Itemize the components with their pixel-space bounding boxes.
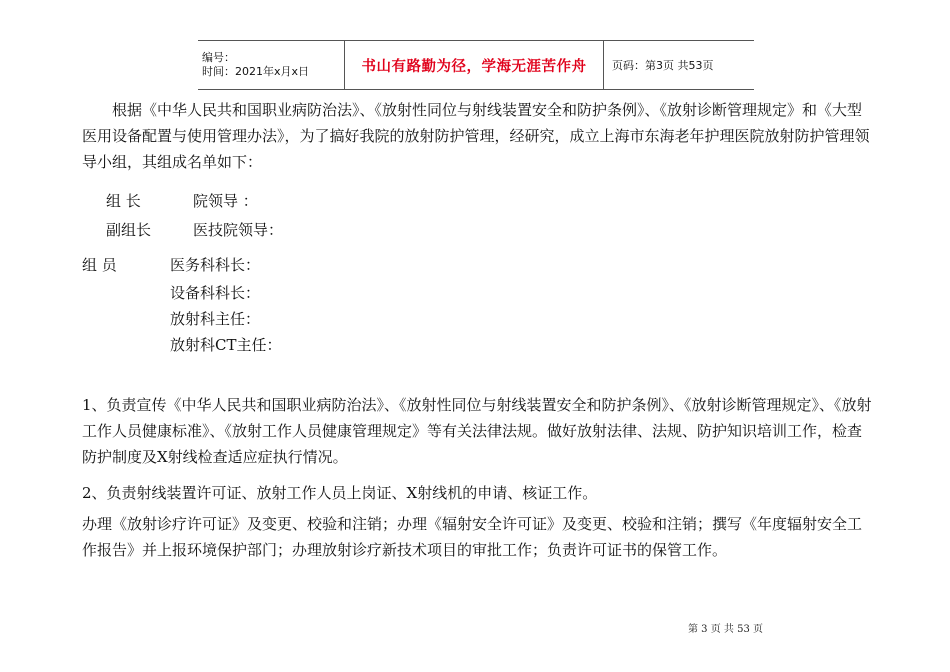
deputy-value: 医技院领导： (193, 221, 284, 239)
duty-item-1: 1、负责宣传《中华人民共和国职业病防治法》、《放射性同位与射线装置安全和防护条例》、《放射诊断管理规定》、《放射工作人员健康标准》、《放射工作人员健康管理规定》等有关法律法规。做好放射法律、法规、防护知识培训工作，检查防护制度及X射线检查适应症执行情况。 (82, 396, 872, 466)
member-equipment-chief: 设备科科长： (170, 284, 261, 302)
member-medical-chief: 医务科科长： (170, 256, 261, 274)
document-header (198, 40, 754, 90)
leader-role: 组 长 (106, 192, 141, 210)
deputy-role: 副组长 (106, 221, 152, 239)
leader-value: 院领导 ： (193, 192, 258, 210)
intro-paragraph: 根据《中华人民共和国职业病防治法》、《放射性同位与射线装置安全和防护条例》、《放射诊断管理规定》和《大型医用设备配置与使用管理办法》，为了搞好我院的放射防护管理，经研究，成立上海市东海老年护理医院放射防护管理领导小组，其组成名单如下： (82, 101, 870, 171)
header-time: 时间：2021年x月x日 (202, 65, 310, 78)
member-ct-director: 放射科CT主任： (170, 336, 282, 354)
duty-item-3: 办理《放射诊疗许可证》及变更、校验和注销；办理《辐射安全许可证》及变更、校验和注销；撰写《年度辐射安全工作报告》并上报环境保护部门；办理放射诊疗新技术项目的审批工作；负责许可证书的保管工作。 (82, 515, 863, 559)
header-page-code: 页码：第3页 共53页 (604, 41, 755, 90)
page-footer: 第 3 页 共 53 页 (688, 624, 763, 635)
member-role: 组 员 (82, 256, 117, 274)
duty-item-2: 2、负责射线装置许可证、放射工作人员上岗证、X射线机的申请、核证工作。 (82, 484, 598, 502)
member-radiology-director: 放射科主任： (170, 310, 261, 328)
header-number: 编号： (202, 51, 235, 64)
header-motto: 书山有路勤为径，学海无涯苦作舟 (345, 41, 604, 90)
header-meta (198, 41, 345, 90)
